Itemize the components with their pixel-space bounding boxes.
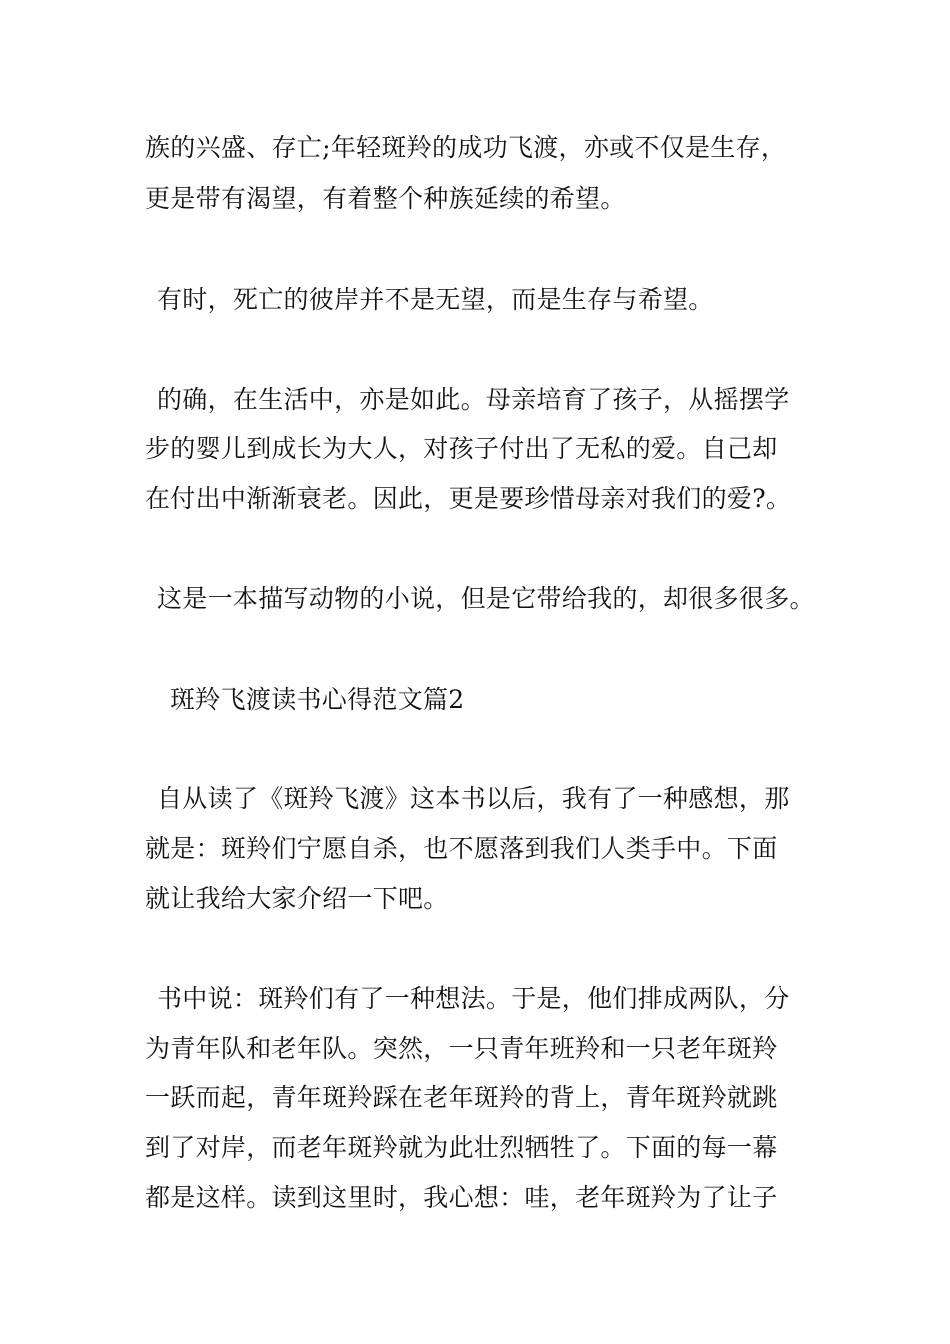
paragraph-6-line-3: 一跃而起，青年斑羚踩在老年斑羚的背上，青年斑羚就跳 (145, 1083, 778, 1112)
paragraph-3-line-2: 步的婴儿到成长为大人，对孩子付出了无私的爱。自己却 (145, 434, 778, 463)
paragraph-6-line-1: 书中说：斑羚们有了一种想法。于是，他们排成两队，分 (157, 984, 790, 1013)
paragraph-2-line-1: 有时，死亡的彼岸并不是无望，而是生存与希望。 (157, 285, 714, 314)
paragraph-6-line-4: 到了对岸，而老年斑羚就为此壮烈牺牲了。下面的每一幕 (145, 1133, 778, 1162)
section-heading: 斑羚飞渡读书心得范文篇2 (170, 685, 465, 714)
paragraph-5-line-2: 就是：斑羚们宁愿自杀，也不愿落到我们人类手中。下面 (145, 834, 778, 863)
paragraph-3-line-1: 的确，在生活中，亦是如此。母亲培育了孩子，从摇摆学 (157, 385, 790, 414)
paragraph-4-line-1: 这是一本描写动物的小说，但是它带给我的，却很多很多。 (157, 584, 815, 613)
paragraph-6-line-5: 都是这样。读到这里时，我心想：哇，老年斑羚为了让子 (145, 1183, 778, 1212)
paragraph-5-line-1: 自从读了《斑羚飞渡》这本书以后，我有了一种感想，那 (157, 784, 790, 813)
paragraph-3-line-3: 在付出中渐渐衰老。因此，更是要珍惜母亲对我们的爱?。 (145, 484, 792, 513)
paragraph-6-line-2: 为青年队和老年队。突然，一只青年班羚和一只老年斑羚 (145, 1034, 778, 1063)
paragraph-1-line-2: 更是带有渴望，有着整个种族延续的希望。 (145, 184, 626, 213)
paragraph-5-line-3: 就让我给大家介绍一下吧。 (145, 884, 449, 913)
paragraph-1-line-1: 族的兴盛、存亡;年轻斑羚的成功飞渡，亦或不仅是生存， (145, 133, 787, 162)
